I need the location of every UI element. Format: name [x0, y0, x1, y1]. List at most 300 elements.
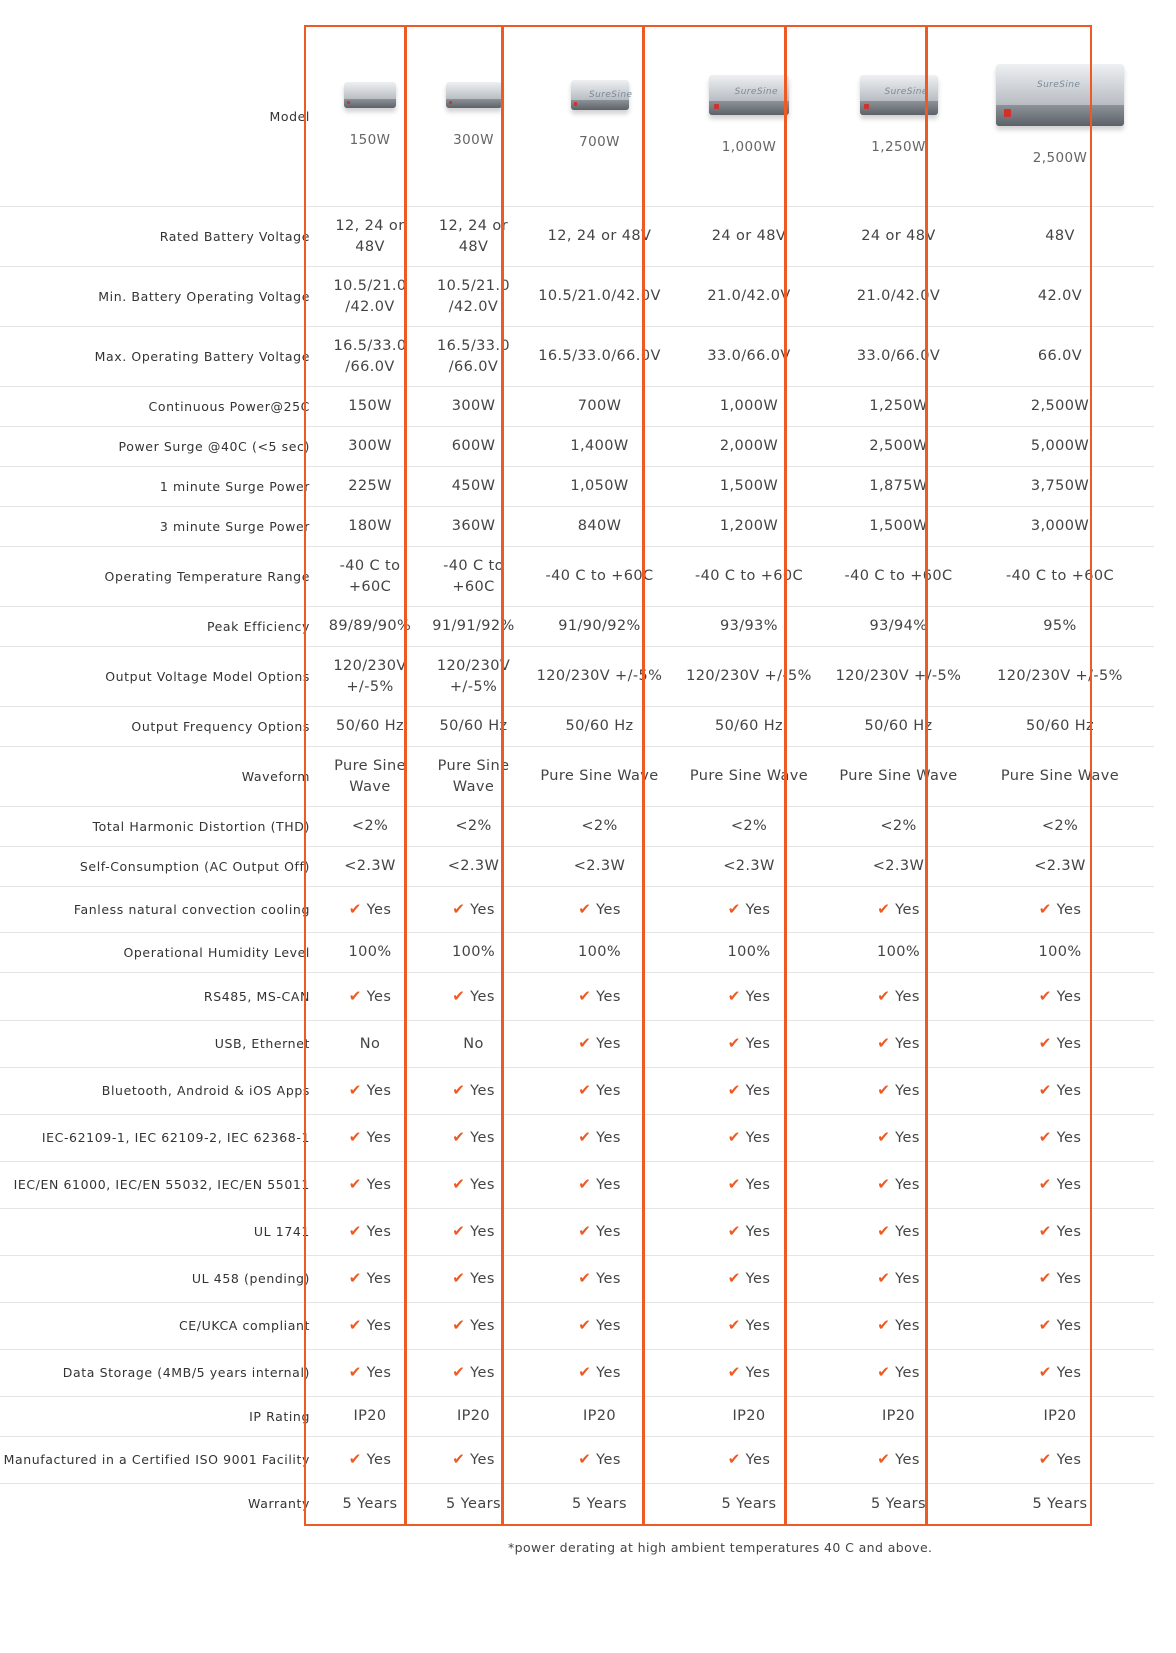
check-icon: ✔ — [452, 1363, 466, 1381]
table-cell — [525, 436, 674, 457]
cell-value: 1,875W — [869, 478, 928, 494]
cell-value: <2% — [455, 818, 492, 834]
cell-value: Yes — [470, 901, 495, 918]
cell-value: -40 C to +60C — [443, 557, 504, 595]
table-cell — [674, 396, 824, 417]
table-cell — [674, 666, 824, 687]
cell-value: <2.3W — [447, 858, 500, 874]
model-name: 1,250W — [871, 139, 926, 155]
cell-value: <2% — [581, 818, 618, 834]
check-icon: ✔ — [452, 1128, 466, 1146]
table-cell — [318, 396, 422, 417]
cell-value: -40 C to +60C — [339, 557, 401, 595]
table-cell — [973, 666, 1147, 687]
check-icon: ✔ — [348, 986, 362, 1005]
table-cell — [674, 856, 824, 877]
cell-value: 10.5/21.0 /42.0V — [436, 277, 511, 315]
check-icon: ✔ — [1038, 1222, 1052, 1240]
table-cell — [525, 899, 674, 921]
table-cell — [525, 1127, 674, 1149]
table-cell — [973, 1033, 1147, 1055]
cell-value: Pure Sine Wave — [437, 757, 510, 795]
table-cell — [318, 656, 422, 698]
table-cell — [318, 716, 422, 737]
cell-value: 1,250W — [869, 398, 928, 414]
table-cell — [422, 1406, 525, 1427]
cell-value: Yes — [1056, 1318, 1082, 1334]
row-label: RS485, MS-CAN — [203, 988, 310, 1004]
table-cell — [824, 436, 973, 457]
table-cell — [525, 856, 674, 877]
cell-value: 24 or 48V — [711, 228, 787, 244]
table-row — [0, 847, 1154, 887]
row-label: Fanless natural convection cooling — [73, 901, 310, 917]
cell-value: Yes — [470, 1452, 495, 1468]
table-cell — [674, 476, 824, 497]
cell-value: 3,000W — [1030, 518, 1090, 534]
table-cell — [674, 1362, 824, 1384]
table-cell — [973, 346, 1147, 367]
check-icon: ✔ — [877, 1034, 891, 1052]
cell-value: Yes — [895, 1271, 920, 1287]
cell-value: <2% — [1041, 818, 1079, 834]
cell-value: Yes — [895, 1224, 920, 1240]
cell-value: 1,200W — [719, 518, 779, 534]
check-icon: ✔ — [348, 1269, 362, 1287]
check-icon: ✔ — [1038, 1128, 1052, 1146]
table-row — [0, 387, 1154, 427]
inverter-medium-icon — [709, 75, 789, 115]
cell-value: Pure Sine Wave — [839, 768, 958, 784]
table-cell — [525, 716, 674, 737]
cell-value: Yes — [366, 1365, 392, 1381]
cell-value: Yes — [596, 988, 621, 1005]
table-row — [0, 1162, 1154, 1209]
check-icon: ✔ — [877, 899, 891, 918]
check-icon: ✔ — [348, 899, 362, 918]
table-cell — [422, 276, 525, 318]
cell-value: No — [463, 1035, 484, 1052]
model-header-row — [0, 27, 1154, 207]
cell-value: 50/60 Hz — [335, 718, 405, 734]
cell-value: Yes — [745, 1177, 771, 1193]
cell-value: 10.5/21.0/42.0V — [538, 288, 661, 304]
table-cell — [674, 716, 824, 737]
cell-value: Yes — [745, 1130, 771, 1146]
table-cell — [422, 556, 525, 598]
cell-value: 360W — [451, 518, 496, 534]
spec-table — [0, 27, 1154, 1524]
table-cell — [973, 476, 1147, 497]
check-icon: ✔ — [452, 1269, 466, 1287]
table-row — [0, 973, 1154, 1021]
cell-value: 225W — [348, 478, 392, 494]
cell-value: 300W — [451, 398, 496, 414]
cell-value: Yes — [366, 1452, 392, 1468]
table-cell — [674, 566, 824, 587]
check-icon: ✔ — [877, 1128, 891, 1146]
table-cell — [674, 616, 824, 637]
table-cell — [824, 716, 973, 737]
table-cell — [525, 1221, 674, 1243]
table-cell — [525, 1449, 674, 1471]
table-cell — [525, 1080, 674, 1102]
cell-value: 21.0/42.0V — [856, 288, 941, 304]
table-cell — [422, 1221, 525, 1243]
cell-value: Yes — [1056, 1177, 1082, 1193]
table-cell — [318, 216, 422, 258]
table-cell — [824, 816, 973, 837]
table-row — [0, 1484, 1154, 1524]
table-cell — [824, 1268, 973, 1290]
check-icon: ✔ — [727, 1081, 741, 1099]
cell-value: Yes — [745, 1083, 771, 1099]
table-cell — [422, 1080, 525, 1102]
inverter-medium-icon — [571, 80, 633, 110]
table-cell — [525, 1494, 674, 1515]
cell-value: Yes — [470, 1083, 495, 1099]
cell-value: 120/230V +/-5% — [997, 668, 1123, 684]
table-cell — [674, 899, 824, 921]
cell-value: Yes — [596, 1452, 621, 1468]
cell-value: Yes — [895, 1452, 920, 1468]
cell-value: Yes — [596, 1083, 621, 1099]
cell-value: 1,500W — [869, 518, 928, 534]
table-cell — [973, 942, 1147, 963]
table-cell — [422, 756, 525, 798]
check-icon: ✔ — [578, 899, 592, 918]
table-cell — [318, 1494, 422, 1515]
cell-value: 600W — [451, 438, 496, 454]
row-label: 1 minute Surge Power — [159, 478, 310, 494]
table-row — [0, 267, 1154, 327]
cell-value: Yes — [470, 1271, 495, 1287]
table-cell — [674, 1406, 824, 1427]
cell-value: 150W — [348, 398, 392, 414]
cell-value: 100% — [348, 944, 392, 960]
table-cell — [824, 766, 973, 787]
check-icon: ✔ — [348, 1450, 362, 1468]
cell-value: IP20 — [881, 1408, 916, 1424]
table-cell — [973, 1174, 1147, 1196]
cell-value: 120/230V +/-5% — [536, 668, 663, 684]
cell-value: -40 C to +60C — [844, 568, 953, 584]
model-name: 2,500W — [1032, 150, 1088, 166]
check-icon: ✔ — [578, 1450, 592, 1468]
table-cell — [525, 666, 674, 687]
table-cell — [973, 286, 1147, 307]
table-cell — [422, 816, 525, 837]
cell-value: Yes — [745, 1452, 771, 1468]
check-icon: ✔ — [348, 1128, 362, 1146]
cell-value: Yes — [1056, 1365, 1082, 1381]
cell-value: 1,500W — [719, 478, 779, 494]
table-cell — [318, 276, 422, 318]
cell-value: Yes — [745, 1365, 771, 1381]
table-row — [0, 1209, 1154, 1256]
cell-value: Yes — [745, 1224, 771, 1240]
cell-value: Yes — [895, 901, 920, 918]
cell-value: 12, 24 or 48V — [438, 217, 509, 255]
model-cell — [525, 27, 674, 206]
cell-value: 93/93% — [720, 618, 778, 634]
table-cell — [525, 226, 674, 247]
product-brand: SureSine — [734, 87, 778, 98]
table-cell — [824, 226, 973, 247]
table-cell — [824, 616, 973, 637]
cell-value: Pure Sine Wave — [689, 768, 809, 784]
cell-value: 5 Years — [721, 1495, 777, 1512]
table-row — [0, 807, 1154, 847]
table-cell — [318, 816, 422, 837]
table-row — [0, 547, 1154, 607]
table-cell — [318, 1127, 422, 1149]
row-label: Rated Battery Voltage — [159, 228, 310, 244]
table-cell — [973, 1221, 1147, 1243]
table-cell — [525, 566, 674, 587]
table-row — [0, 327, 1154, 387]
table-cell — [824, 856, 973, 877]
model-cell — [674, 27, 824, 206]
row-label: IEC-62109-1, IEC 62109-2, IEC 62368-1 — [41, 1130, 310, 1145]
table-cell — [422, 216, 525, 258]
cell-value: Yes — [366, 1083, 392, 1099]
cell-value: Pure Sine Wave — [1000, 768, 1120, 784]
table-cell — [824, 1080, 973, 1102]
cell-value: 2,500W — [869, 438, 928, 454]
table-cell — [824, 476, 973, 497]
table-cell — [674, 1033, 824, 1055]
inverter-large-icon — [996, 64, 1124, 126]
table-cell — [973, 1127, 1147, 1149]
check-icon: ✔ — [1038, 1363, 1052, 1381]
table-cell — [973, 1406, 1147, 1427]
table-cell — [674, 1268, 824, 1290]
cell-value: 16.5/33.0 /66.0V — [436, 337, 511, 375]
cell-value: 100% — [451, 944, 496, 960]
table-cell — [973, 396, 1147, 417]
cell-value: 42.0V — [1037, 288, 1083, 304]
table-cell — [318, 1362, 422, 1384]
cell-value: Yes — [1056, 1271, 1082, 1287]
table-cell — [973, 899, 1147, 921]
table-cell — [973, 1315, 1147, 1337]
table-cell — [824, 396, 973, 417]
check-icon: ✔ — [1038, 1034, 1052, 1052]
check-icon: ✔ — [578, 1222, 592, 1240]
cell-value: 91/90/92% — [558, 618, 641, 634]
cell-value: 50/60 Hz — [565, 718, 634, 734]
model-cell — [318, 27, 422, 206]
table-cell — [525, 816, 674, 837]
check-icon: ✔ — [578, 1316, 592, 1334]
cell-value: 50/60 Hz — [1025, 718, 1095, 734]
check-icon: ✔ — [348, 1081, 362, 1099]
cell-value: Yes — [470, 1224, 495, 1240]
cell-value: 50/60 Hz — [714, 718, 784, 734]
cell-value: Yes — [596, 1318, 621, 1334]
row-label: IEC/EN 61000, IEC/EN 55032, IEC/EN 55011 — [13, 1177, 310, 1192]
table-cell — [973, 616, 1147, 637]
table-cell — [318, 986, 422, 1008]
cell-value: 1,000W — [719, 398, 779, 414]
table-cell — [973, 986, 1147, 1008]
table-cell — [674, 1221, 824, 1243]
row-label: Model — [269, 108, 310, 124]
table-cell — [422, 1449, 525, 1471]
cell-value: 21.0/42.0V — [707, 288, 791, 304]
cell-value: <2.3W — [872, 858, 925, 874]
cell-value: <2% — [880, 818, 917, 834]
table-cell — [824, 986, 973, 1008]
cell-value: Yes — [470, 1318, 495, 1334]
row-label: Max. Operating Battery Voltage — [94, 348, 310, 364]
product-brand: SureSine — [589, 90, 633, 101]
check-icon: ✔ — [1038, 1081, 1052, 1099]
table-cell — [674, 516, 824, 537]
check-icon: ✔ — [1038, 1269, 1052, 1287]
cell-value: -40 C to +60C — [1005, 568, 1115, 584]
cell-value: Yes — [366, 1224, 392, 1240]
cell-value: 48V — [1045, 228, 1075, 244]
table-cell — [973, 1449, 1147, 1471]
table-cell — [318, 516, 422, 537]
cell-value: Yes — [1056, 1224, 1082, 1240]
table-row — [0, 607, 1154, 647]
check-icon: ✔ — [452, 1175, 466, 1193]
cell-value: 3,750W — [1030, 478, 1090, 494]
row-label: UL 1741 — [253, 1224, 310, 1239]
table-row — [0, 1068, 1154, 1115]
check-icon: ✔ — [877, 1450, 891, 1468]
cell-value: <2.3W — [573, 858, 626, 874]
cell-value: 95% — [1043, 618, 1077, 634]
cell-value: 450W — [451, 478, 496, 494]
cell-value: 33.0/66.0V — [856, 348, 941, 364]
check-icon: ✔ — [578, 1034, 592, 1052]
table-cell — [674, 436, 824, 457]
cell-value: 120/230V +/-5% — [835, 668, 962, 684]
table-cell — [318, 1449, 422, 1471]
table-cell — [525, 516, 674, 537]
cell-value: Yes — [470, 988, 495, 1005]
model-cell — [824, 27, 973, 206]
table-cell — [674, 766, 824, 787]
table-row — [0, 887, 1154, 933]
table-row — [0, 207, 1154, 267]
table-cell — [525, 1033, 674, 1055]
cell-value: Yes — [596, 1271, 621, 1287]
check-icon: ✔ — [1038, 986, 1052, 1005]
table-cell — [318, 942, 422, 963]
row-label: Min. Battery Operating Voltage — [98, 288, 310, 304]
check-icon: ✔ — [727, 1175, 741, 1193]
cell-value: Yes — [1056, 988, 1082, 1005]
table-cell — [525, 476, 674, 497]
cell-value: 5 Years — [871, 1495, 926, 1512]
cell-value: 120/230V +/-5% — [686, 668, 812, 684]
table-cell — [318, 436, 422, 457]
table-cell — [422, 1315, 525, 1337]
cell-value: Yes — [596, 901, 621, 918]
check-icon: ✔ — [578, 1081, 592, 1099]
model-name: 300W — [453, 132, 494, 148]
cell-value: Yes — [366, 988, 392, 1005]
check-icon: ✔ — [452, 1316, 466, 1334]
table-row — [0, 747, 1154, 807]
table-cell — [824, 942, 973, 963]
cell-value: 840W — [577, 518, 622, 534]
check-icon: ✔ — [877, 1175, 891, 1193]
table-cell — [824, 1033, 973, 1055]
table-cell — [318, 336, 422, 378]
table-cell — [422, 899, 525, 921]
cell-value: 16.5/33.0 /66.0V — [333, 337, 407, 375]
row-label: Power Surge @40C (<5 sec) — [118, 438, 310, 454]
check-icon: ✔ — [877, 986, 891, 1005]
cell-value: 120/230V +/-5% — [436, 657, 511, 695]
cell-value: 66.0V — [1037, 348, 1083, 364]
row-label: CE/UKCA compliant — [178, 1318, 310, 1333]
cell-value: 5 Years — [446, 1495, 501, 1512]
cell-value: 120/230V +/-5% — [333, 657, 407, 695]
table-cell — [973, 566, 1147, 587]
table-cell — [824, 1127, 973, 1149]
check-icon: ✔ — [348, 1316, 362, 1334]
table-row — [0, 647, 1154, 707]
table-cell — [422, 716, 525, 737]
check-icon: ✔ — [348, 1222, 362, 1240]
cell-value: Yes — [366, 901, 392, 918]
check-icon: ✔ — [578, 1175, 592, 1193]
cell-value: Yes — [1056, 1083, 1082, 1099]
cell-value: 50/60 Hz — [439, 718, 508, 734]
row-label: 3 minute Surge Power — [159, 518, 310, 534]
table-cell — [824, 1362, 973, 1384]
table-cell — [525, 1268, 674, 1290]
table-cell — [525, 346, 674, 367]
model-name: 700W — [579, 134, 620, 150]
table-cell — [422, 942, 525, 963]
table-cell — [973, 1268, 1147, 1290]
cell-value: Yes — [1056, 901, 1082, 918]
table-cell — [824, 1221, 973, 1243]
table-cell — [973, 1494, 1147, 1515]
cell-value: Yes — [596, 1036, 621, 1052]
table-cell — [824, 1494, 973, 1515]
cell-value: IP20 — [582, 1408, 617, 1424]
table-cell — [674, 346, 824, 367]
table-row — [0, 467, 1154, 507]
cell-value: Yes — [745, 901, 771, 918]
table-cell — [674, 1127, 824, 1149]
table-cell — [422, 436, 525, 457]
check-icon: ✔ — [348, 1363, 362, 1381]
check-icon: ✔ — [727, 1316, 741, 1334]
check-icon: ✔ — [578, 1269, 592, 1287]
table-cell — [318, 899, 422, 921]
cell-value: Yes — [895, 1130, 920, 1146]
table-cell — [318, 1034, 422, 1055]
table-cell — [422, 476, 525, 497]
table-row — [0, 1397, 1154, 1437]
row-label: Bluetooth, Android & iOS Apps — [101, 1083, 310, 1098]
cell-value: Yes — [470, 1177, 495, 1193]
cell-value: <2% — [351, 818, 389, 834]
inverter-small-icon — [446, 82, 502, 108]
inverter-medium-icon — [860, 75, 938, 115]
check-icon: ✔ — [727, 1034, 741, 1052]
